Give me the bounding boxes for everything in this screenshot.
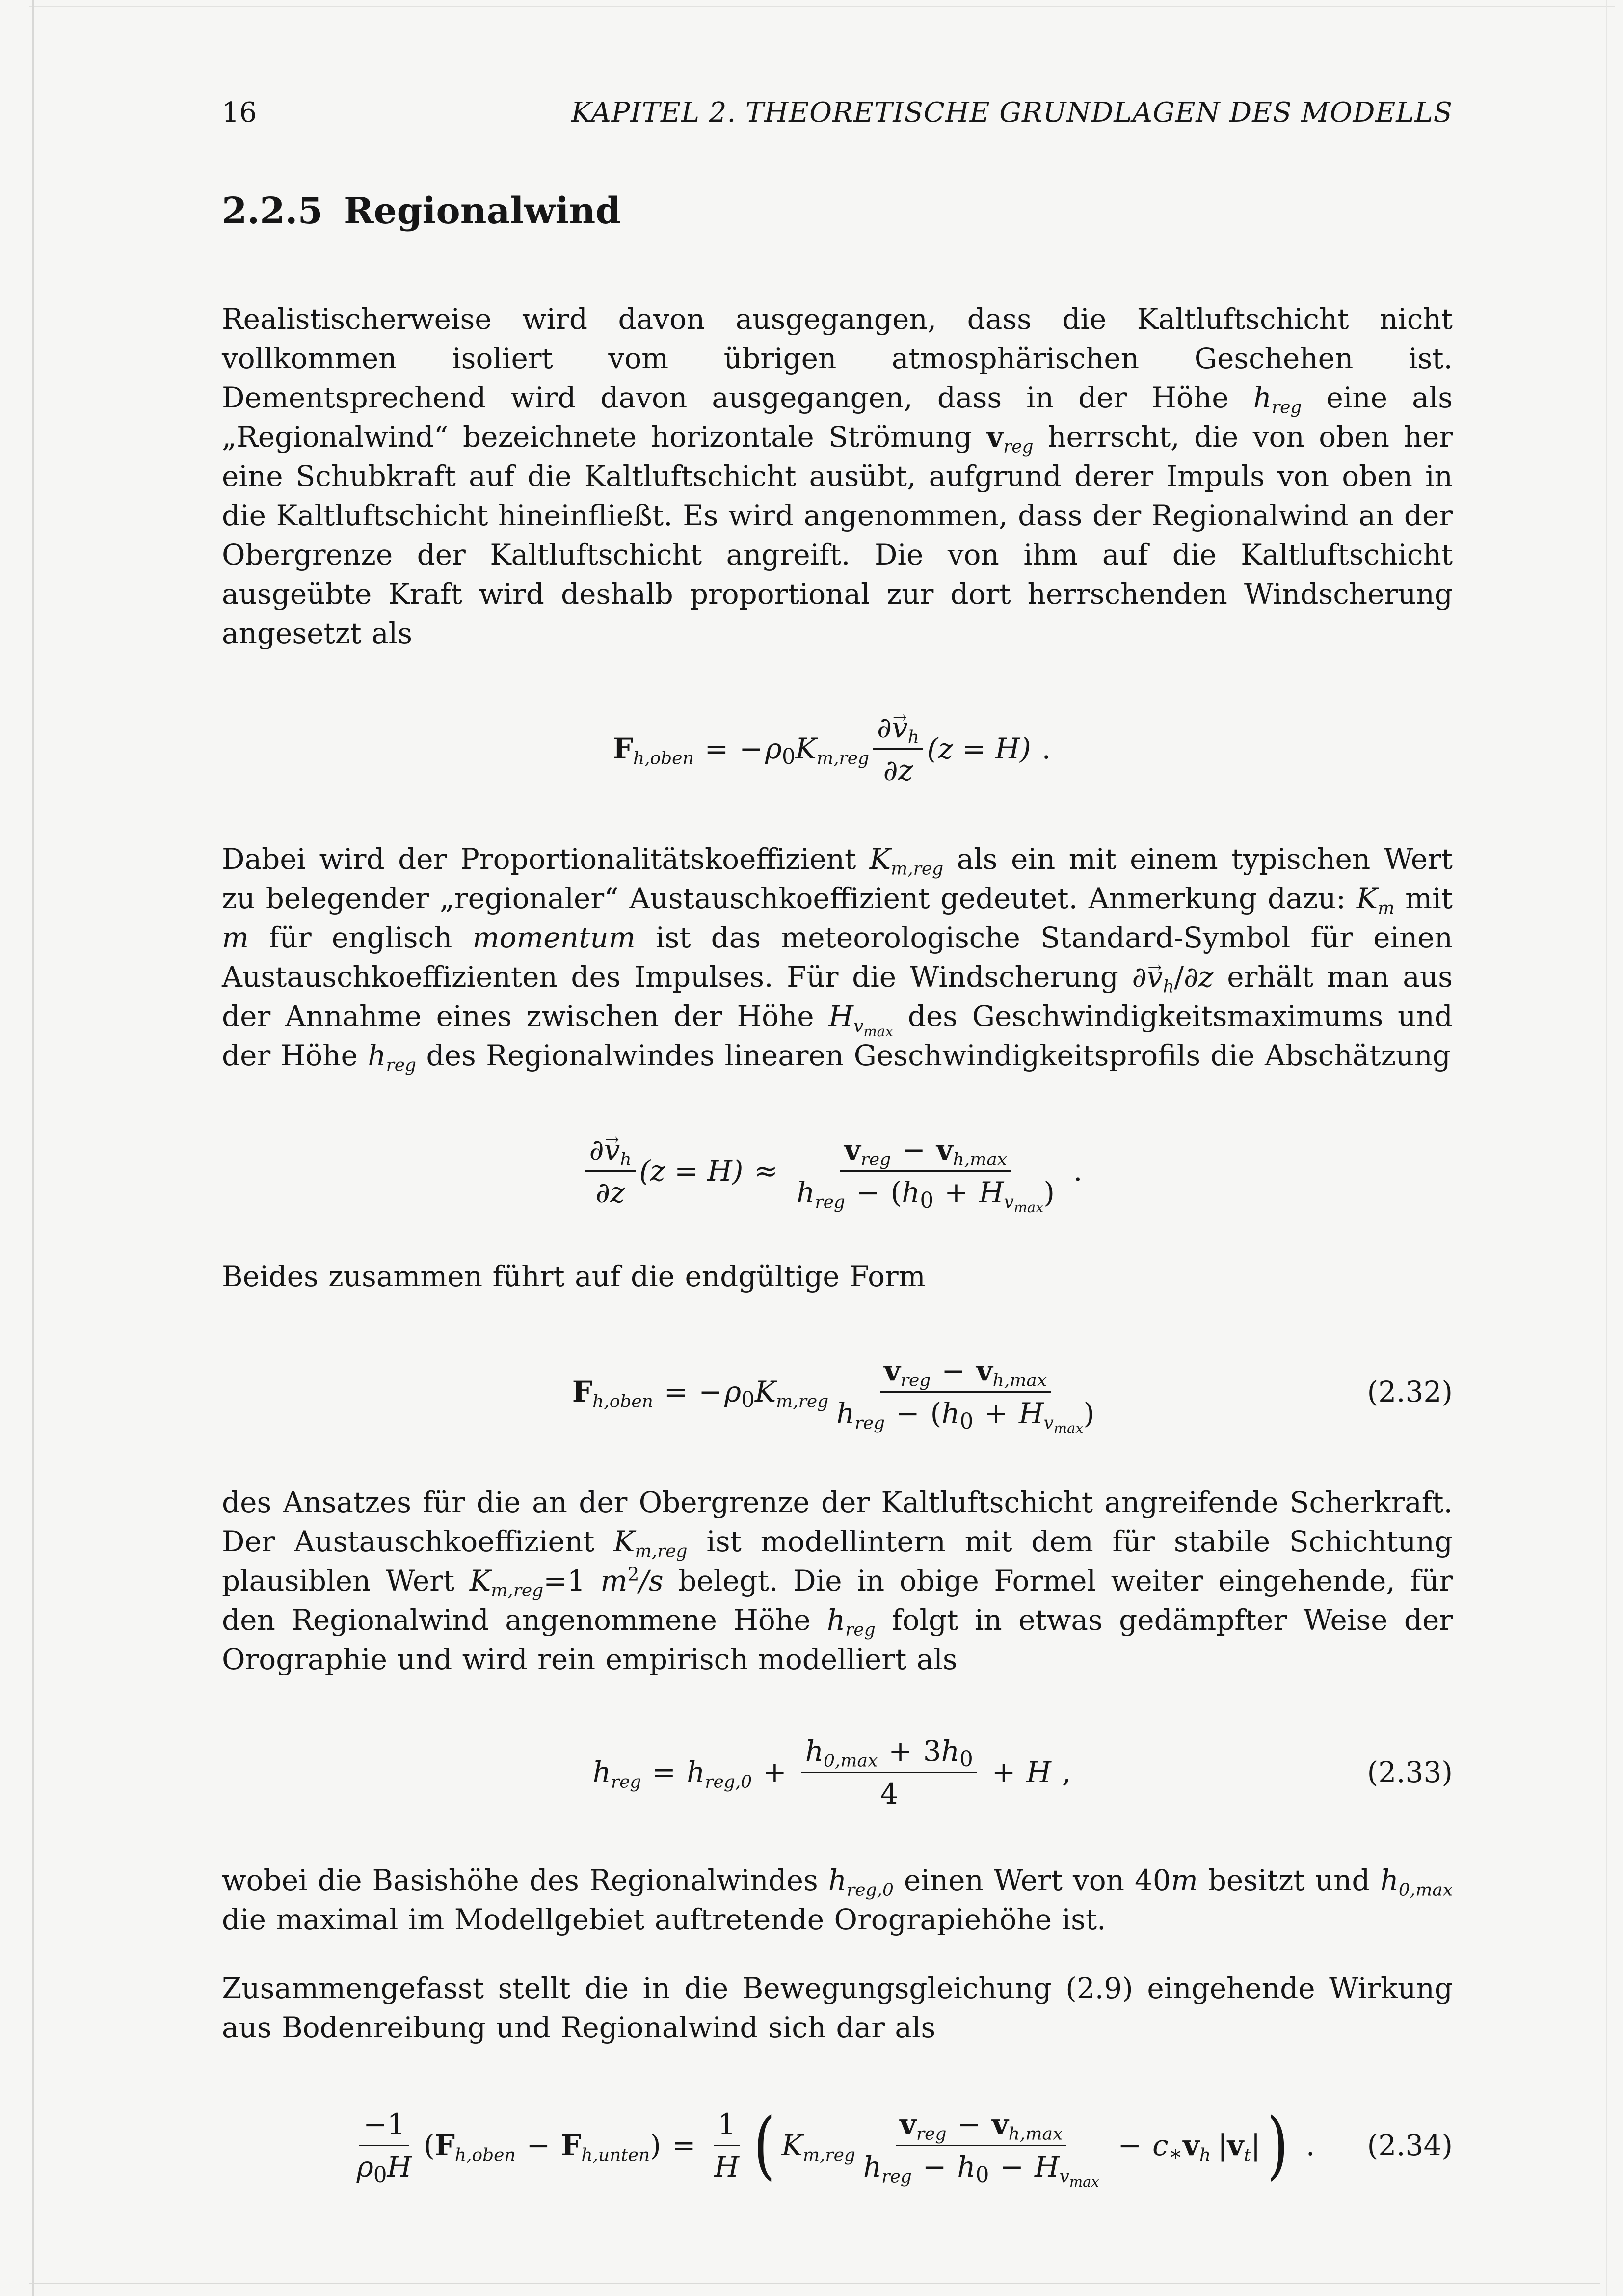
equation-2-33: $h_{reg}$ = $h_{reg,0}$ + $\frac{h_{0,max} + 3h_0}{4}$ + H , (2.33) bbox=[592, 1734, 1453, 1810]
paragraph-2: Dabei wird der Proportionalitätskoeffizient $K_{m,reg}$ als ein mit einem typischen Wert zu belegender „regionaler“ Austauschkoeffizient gedeutet. Anmerkung dazu: $K_m$ mit m für englisch momentum ist das meteorologische Standard-Symbol für einen Austauschkoeffizienten des Impulses. Für die Windscherung ∂→ $v_h/\partial z$ erhält man aus der Annahme eines zwischen der Höhe $H_{v_{max}}$ des Geschwindigkeitsmaximums und der Höhe $h_{reg}$ des Regionalwindes linearen Geschwindigkeitsprofils die Abschätzung bbox=[222, 839, 1453, 1075]
chapter-title: KAPITEL 2. THEORETISCHE GRUNDLAGEN DES MODELLS bbox=[571, 97, 1453, 129]
equation-number-2-33: (2.33) bbox=[1367, 1756, 1453, 1789]
paragraph-1: Realistischerweise wird davon ausgegangen, dass die Kaltluftschicht nicht vollkommen isoliert vom übrigen atmosphärischen Geschehen ist. Dementsprechend wird davon ausgegangen, dass in der Höhe $h_{reg}$ eine als „Regionalwind“ bezeichnete horizontale Strömung $v_{reg}$ herrscht, die von oben her eine Schubkraft auf die Kaltluftschicht ausübt, aufgrund derer Impuls von oben in die Kaltluftschicht hineinfließt. Es wird angenommen, dass der Regionalwind an der Obergrenze der Kaltluftschicht angreift. Die von ihm auf die Kaltluftschicht ausgeübte Kraft wird deshalb proportional zur dort herrschenden Windscherung angesetzt als bbox=[222, 302, 1453, 650]
equation-force-oben: $F_{h,oben}$ = − $\rho_0K_{m,reg}$ $\frac{\partial\to v_h}{\partial z}$ (z = H) . bbox=[222, 712, 1453, 785]
section-title: Regionalwind bbox=[344, 190, 621, 232]
paragraph-5: wobei die Basishöhe des Regionalwindes $h_{reg,0}$ einen Wert von 40m besitzt und $h_{0,max}$ die maximal im Modellgebiet auftretende Orograpiehöhe ist. bbox=[222, 1864, 1453, 1936]
paragraph-3: Beides zusammen führt auf die endgültige Form bbox=[222, 1260, 926, 1293]
equation-number-2-34: (2.34) bbox=[1367, 2129, 1453, 2162]
scan-edge-bottom bbox=[29, 2283, 1600, 2284]
section-heading bbox=[222, 187, 1453, 236]
equation-number-2-32: (2.32) bbox=[1367, 1375, 1453, 1408]
page bbox=[222, 93, 1453, 2194]
section-number: 2.2.5 bbox=[222, 190, 323, 232]
page-number: 16 bbox=[222, 97, 257, 129]
paragraph-6: Zusammengefasst stellt die in die Bewegungsgleichung (2.9) eingehende Wirkung aus Bodenreibung und Regionalwind sich dar als bbox=[222, 1972, 1453, 2044]
running-head bbox=[222, 93, 1453, 133]
scan-edge-left bbox=[32, 0, 34, 2296]
equation-wind-shear-estimate: $\frac{\partial\to v_h}{\partial z}$ (z = H) ≈ $\frac{v_{reg} - v_{h,max}}{h_{reg} - (h_0 + H_{v_{max}})}$ . bbox=[222, 1129, 1453, 1213]
equation-2-34: $\frac{-1}{\rho_0H}$ $(F_{h,oben} - F_{h,unten})$ = $\frac{1}{H}$ ( $K_{m,reg}$ $\frac{v_{reg} - v_{h,max}}{h_{reg} - h_0 - H_{v_{max}}}$ − $c_∗v_h$ $|v_t|$ ) . (2.34) bbox=[356, 2103, 1453, 2190]
paragraph-4: des Ansatzes für die an der Obergrenze der Kaltluftschicht angreifende Scherkraft. Der Austauschkoeffizient $K_{m,reg}$ ist modellintern mit dem für stabile Schichtung plausiblen Wert $K_{m,reg}=1$ $m^2/s$ belegt. Die in obige Formel weiter eingehende, für den Regionalwind angenommene Höhe $h_{reg}$ folgt in etwas gedämpfter Weise der Orographie und wird rein empirisch modelliert als bbox=[222, 1486, 1453, 1676]
scan-edge-right bbox=[1606, 0, 1607, 2296]
scan-edge-top bbox=[29, 6, 1615, 7]
equation-2-32: $F_{h,oben}$ = − $\rho_0K_{m,reg}$ $\frac{v_{reg} - v_{h,max}}{h_{reg} - (h_0 + H_{v_{max}})}$ (2.32) bbox=[572, 1353, 1453, 1437]
